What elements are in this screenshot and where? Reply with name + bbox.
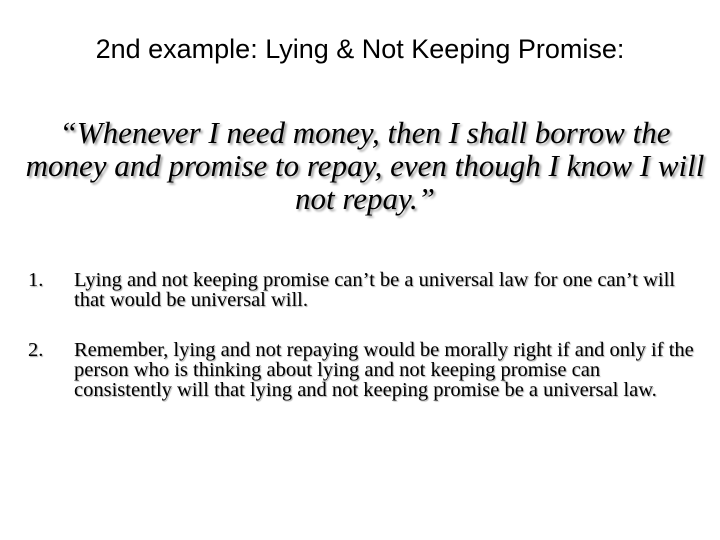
slide-title: 2nd example: Lying & Not Keeping Promise: <box>95 34 625 64</box>
list-item <box>28 340 700 400</box>
list-item-number: 2. <box>28 339 44 361</box>
point-list <box>28 270 700 400</box>
list-item <box>28 270 700 310</box>
quote-text: “Whenever I need money, then I shall borrow the money and promise to repay, even though I know I will not repay.” <box>25 115 705 216</box>
list-item-text: Remember, lying and not repaying would be morally right if and only if the person who is thinking about lying and not keeping promise can consistently will that lying and not keeping promise be a universal law. <box>74 339 694 401</box>
list-item-number: 1. <box>28 269 44 291</box>
list-item-text: Lying and not keeping promise can’t be a universal law for one can’t will that would be universal will. <box>74 269 675 311</box>
